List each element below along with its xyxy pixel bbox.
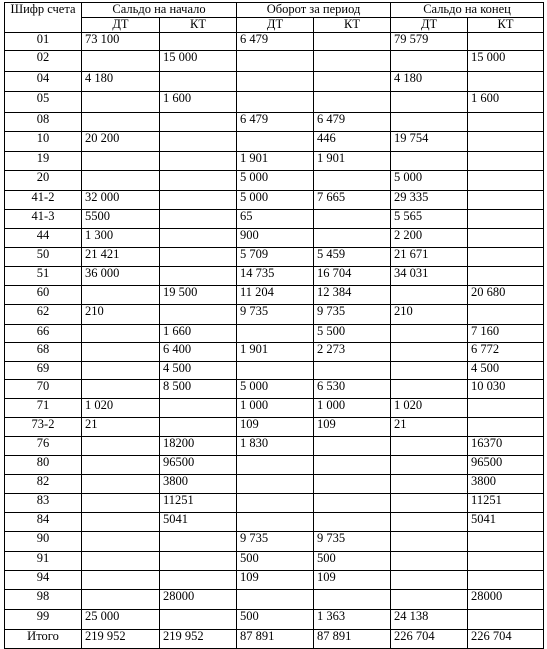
opening-debit-cell xyxy=(82,494,160,513)
closing-debit-cell xyxy=(391,590,468,610)
account-code-cell: 68 xyxy=(5,343,82,362)
opening-debit-cell xyxy=(82,475,160,494)
opening-debit-cell xyxy=(82,362,160,380)
turnover-debit-cell: 109 xyxy=(237,571,314,590)
opening-credit-cell xyxy=(160,399,237,418)
closing-debit-cell: 5 000 xyxy=(391,171,468,191)
account-code-cell: 20 xyxy=(5,171,82,191)
opening-debit-cell xyxy=(82,437,160,456)
trial-balance-body xyxy=(5,33,544,649)
turnover-debit-cell: 1 901 xyxy=(237,152,314,171)
account-code-cell: 84 xyxy=(5,513,82,532)
opening-credit-cell: 5041 xyxy=(160,513,237,532)
closing-credit-cell: 20 680 xyxy=(468,286,544,305)
opening-debit-cell: 1 020 xyxy=(82,399,160,418)
opening-debit-cell: 21 421 xyxy=(82,248,160,267)
opening-debit-cell xyxy=(82,152,160,171)
closing-credit-cell xyxy=(468,229,544,248)
table-row xyxy=(5,113,544,132)
closing-credit-cell xyxy=(468,610,544,630)
opening-credit-cell xyxy=(160,532,237,552)
turnover-credit-cell xyxy=(314,456,391,475)
turnover-credit-cell: 1 000 xyxy=(314,399,391,418)
closing-balance-header: Сальдо на конец xyxy=(391,3,544,18)
account-code-cell: 69 xyxy=(5,362,82,380)
opening-debit-cell xyxy=(82,552,160,571)
table-row xyxy=(5,552,544,571)
turnover-credit-cell: 9 735 xyxy=(314,305,391,325)
closing-credit-cell xyxy=(468,191,544,210)
table-row xyxy=(5,248,544,267)
account-code-cell: 05 xyxy=(5,92,82,113)
opening-debit-cell xyxy=(82,92,160,113)
table-row xyxy=(5,343,544,362)
opening-debit-cell xyxy=(82,113,160,132)
closing-credit-cell xyxy=(468,210,544,229)
closing-credit-cell: 11251 xyxy=(468,494,544,513)
account-code-cell: 80 xyxy=(5,456,82,475)
opening-credit-cell xyxy=(160,305,237,325)
closing-credit-cell xyxy=(468,152,544,171)
closing-credit-cell xyxy=(468,33,544,51)
closing-debit-cell xyxy=(391,286,468,305)
table-row xyxy=(5,380,544,399)
opening-credit-cell xyxy=(160,610,237,630)
table-row xyxy=(5,286,544,305)
closing-debit-cell xyxy=(391,92,468,113)
turnover-debit-cell: 9 735 xyxy=(237,532,314,552)
closing-credit-cell xyxy=(468,72,544,92)
account-code-cell: 99 xyxy=(5,610,82,630)
opening-debit-cell: 1 300 xyxy=(82,229,160,248)
turnover-debit-cell: 109 xyxy=(237,418,314,437)
turnover-credit-cell: 12 384 xyxy=(314,286,391,305)
table-row xyxy=(5,191,544,210)
turnover-debit-cell: 1 901 xyxy=(237,343,314,362)
turnover-debit-cell: 500 xyxy=(237,610,314,630)
turnover-debit-cell: 5 000 xyxy=(237,191,314,210)
closing-debit-cell xyxy=(391,380,468,399)
turnover-credit-cell: 109 xyxy=(314,571,391,590)
closing-debit-cell: 29 335 xyxy=(391,191,468,210)
account-code-cell: 71 xyxy=(5,399,82,418)
opening-credit-cell: 11251 xyxy=(160,494,237,513)
closing-credit-cell xyxy=(468,399,544,418)
table-row xyxy=(5,171,544,191)
turnover-credit-cell: 1 363 xyxy=(314,610,391,630)
account-code-header: Шифр счета xyxy=(5,3,82,33)
closing-credit-cell: 6 772 xyxy=(468,343,544,362)
turnover-debit-cell xyxy=(237,590,314,610)
table-row xyxy=(5,132,544,152)
opening-debit-cell: 210 xyxy=(82,305,160,325)
closing-credit-cell: 15 000 xyxy=(468,51,544,72)
closing-credit-cell xyxy=(468,552,544,571)
table-row xyxy=(5,72,544,92)
table-row xyxy=(5,92,544,113)
closing-credit-cell xyxy=(468,171,544,191)
account-code-cell: 19 xyxy=(5,152,82,171)
table-row xyxy=(5,532,544,552)
account-code-cell: 50 xyxy=(5,248,82,267)
turnover-debit-header: ДТ xyxy=(237,18,314,33)
opening-credit-cell: 1 660 xyxy=(160,325,237,343)
turnover-credit-cell xyxy=(314,475,391,494)
turnover-credit-cell xyxy=(314,229,391,248)
closing-debit-cell: 5 565 xyxy=(391,210,468,229)
turnover-credit-cell: 5 500 xyxy=(314,325,391,343)
account-code-cell: 73-2 xyxy=(5,418,82,437)
closing-credit-cell xyxy=(468,532,544,552)
opening-debit-cell xyxy=(82,325,160,343)
opening-debit-cell: 219 952 xyxy=(82,630,160,649)
turnover-debit-cell: 900 xyxy=(237,229,314,248)
opening-debit-cell: 25 000 xyxy=(82,610,160,630)
account-code-cell: 41-3 xyxy=(5,210,82,229)
turnover-credit-cell xyxy=(314,513,391,532)
closing-debit-cell xyxy=(391,532,468,552)
closing-credit-cell: 7 160 xyxy=(468,325,544,343)
opening-credit-header: КТ xyxy=(160,18,237,33)
opening-credit-cell: 28000 xyxy=(160,590,237,610)
opening-credit-cell xyxy=(160,72,237,92)
account-code-cell: 76 xyxy=(5,437,82,456)
turnover-credit-cell: 87 891 xyxy=(314,630,391,649)
opening-debit-cell xyxy=(82,380,160,399)
turnover-debit-cell xyxy=(237,132,314,152)
opening-credit-cell xyxy=(160,248,237,267)
closing-debit-cell: 19 754 xyxy=(391,132,468,152)
account-code-cell: 70 xyxy=(5,380,82,399)
turnover-debit-cell: 9 735 xyxy=(237,305,314,325)
turnover-credit-cell xyxy=(314,171,391,191)
opening-credit-cell: 6 400 xyxy=(160,343,237,362)
closing-debit-cell: 21 671 xyxy=(391,248,468,267)
table-row xyxy=(5,152,544,171)
turnover-debit-cell: 5 709 xyxy=(237,248,314,267)
opening-debit-cell: 73 100 xyxy=(82,33,160,51)
header-row-groups xyxy=(5,3,544,18)
opening-balance-header: Сальдо на начало xyxy=(82,3,237,18)
account-code-cell: 90 xyxy=(5,532,82,552)
closing-debit-cell xyxy=(391,152,468,171)
opening-credit-cell xyxy=(160,171,237,191)
opening-debit-cell xyxy=(82,456,160,475)
turnover-debit-cell xyxy=(237,51,314,72)
account-code-cell: 02 xyxy=(5,51,82,72)
account-code-cell: 83 xyxy=(5,494,82,513)
turnover-credit-cell: 6 479 xyxy=(314,113,391,132)
turnover-debit-cell xyxy=(237,362,314,380)
turnover-credit-cell: 1 901 xyxy=(314,152,391,171)
table-row xyxy=(5,437,544,456)
account-code-cell: 08 xyxy=(5,113,82,132)
opening-credit-cell xyxy=(160,191,237,210)
turnover-credit-cell: 6 530 xyxy=(314,380,391,399)
turnover-credit-cell xyxy=(314,362,391,380)
closing-debit-cell xyxy=(391,571,468,590)
turnover-debit-cell: 500 xyxy=(237,552,314,571)
account-code-cell: 62 xyxy=(5,305,82,325)
account-code-cell: 60 xyxy=(5,286,82,305)
opening-credit-cell: 15 000 xyxy=(160,51,237,72)
table-row xyxy=(5,305,544,325)
turnover-credit-cell xyxy=(314,92,391,113)
closing-debit-cell xyxy=(391,51,468,72)
closing-credit-header: КТ xyxy=(468,18,544,33)
table-row xyxy=(5,51,544,72)
closing-credit-cell: 1 600 xyxy=(468,92,544,113)
closing-debit-cell: 24 138 xyxy=(391,610,468,630)
turnover-credit-cell xyxy=(314,494,391,513)
closing-debit-header: ДТ xyxy=(391,18,468,33)
turnover-debit-cell: 1 830 xyxy=(237,437,314,456)
opening-credit-cell xyxy=(160,113,237,132)
opening-credit-cell xyxy=(160,571,237,590)
closing-debit-cell: 210 xyxy=(391,305,468,325)
account-code-cell: 04 xyxy=(5,72,82,92)
turnover-credit-cell: 7 665 xyxy=(314,191,391,210)
opening-debit-cell xyxy=(82,513,160,532)
total-row xyxy=(5,630,544,649)
closing-debit-cell xyxy=(391,513,468,532)
turnover-credit-cell xyxy=(314,590,391,610)
closing-debit-cell xyxy=(391,113,468,132)
account-code-cell: 01 xyxy=(5,33,82,51)
turnover-credit-cell: 2 273 xyxy=(314,343,391,362)
closing-credit-cell xyxy=(468,305,544,325)
closing-credit-cell: 4 500 xyxy=(468,362,544,380)
table-row xyxy=(5,362,544,380)
closing-debit-cell xyxy=(391,456,468,475)
turnover-debit-cell: 5 000 xyxy=(237,380,314,399)
closing-debit-cell: 34 031 xyxy=(391,267,468,286)
account-code-cell: Итого xyxy=(5,630,82,649)
closing-debit-cell: 21 xyxy=(391,418,468,437)
opening-credit-cell: 219 952 xyxy=(160,630,237,649)
closing-credit-cell: 28000 xyxy=(468,590,544,610)
closing-credit-cell: 16370 xyxy=(468,437,544,456)
closing-credit-cell xyxy=(468,248,544,267)
table-row xyxy=(5,571,544,590)
turnover-credit-cell xyxy=(314,51,391,72)
turnover-credit-cell xyxy=(314,437,391,456)
opening-debit-cell xyxy=(82,51,160,72)
opening-credit-cell: 3800 xyxy=(160,475,237,494)
opening-credit-cell: 8 500 xyxy=(160,380,237,399)
table-row xyxy=(5,494,544,513)
turnover-debit-cell xyxy=(237,72,314,92)
table-row xyxy=(5,456,544,475)
account-code-cell: 94 xyxy=(5,571,82,590)
turnover-debit-cell xyxy=(237,494,314,513)
table-row xyxy=(5,325,544,343)
turnover-debit-cell xyxy=(237,92,314,113)
turnover-debit-cell xyxy=(237,325,314,343)
opening-debit-cell xyxy=(82,590,160,610)
opening-debit-cell xyxy=(82,343,160,362)
closing-debit-cell xyxy=(391,552,468,571)
account-code-cell: 91 xyxy=(5,552,82,571)
opening-credit-cell xyxy=(160,33,237,51)
closing-credit-cell xyxy=(468,267,544,286)
turnover-debit-cell xyxy=(237,513,314,532)
turnover-debit-cell: 1 000 xyxy=(237,399,314,418)
closing-debit-cell xyxy=(391,494,468,513)
closing-debit-cell: 2 200 xyxy=(391,229,468,248)
opening-debit-cell: 4 180 xyxy=(82,72,160,92)
closing-credit-cell: 3800 xyxy=(468,475,544,494)
opening-debit-header: ДТ xyxy=(82,18,160,33)
turnover-debit-cell xyxy=(237,475,314,494)
closing-debit-cell xyxy=(391,437,468,456)
opening-credit-cell xyxy=(160,418,237,437)
table-row xyxy=(5,590,544,610)
closing-credit-cell: 10 030 xyxy=(468,380,544,399)
opening-credit-cell xyxy=(160,552,237,571)
table-row xyxy=(5,229,544,248)
table-row xyxy=(5,33,544,51)
opening-debit-cell xyxy=(82,571,160,590)
turnover-debit-cell: 5 000 xyxy=(237,171,314,191)
account-code-cell: 66 xyxy=(5,325,82,343)
turnover-debit-cell: 14 735 xyxy=(237,267,314,286)
turnover-credit-cell xyxy=(314,33,391,51)
table-row xyxy=(5,210,544,229)
account-code-cell: 82 xyxy=(5,475,82,494)
opening-credit-cell xyxy=(160,210,237,229)
opening-credit-cell xyxy=(160,132,237,152)
table-row xyxy=(5,418,544,437)
closing-debit-cell: 226 704 xyxy=(391,630,468,649)
opening-debit-cell xyxy=(82,532,160,552)
opening-credit-cell xyxy=(160,267,237,286)
opening-debit-cell: 32 000 xyxy=(82,191,160,210)
opening-debit-cell: 20 200 xyxy=(82,132,160,152)
opening-debit-cell xyxy=(82,171,160,191)
closing-credit-cell: 226 704 xyxy=(468,630,544,649)
account-code-cell: 51 xyxy=(5,267,82,286)
turnover-debit-cell: 6 479 xyxy=(237,113,314,132)
turnover-debit-cell xyxy=(237,456,314,475)
turnover-credit-cell xyxy=(314,210,391,229)
table-row xyxy=(5,475,544,494)
closing-credit-cell xyxy=(468,132,544,152)
closing-debit-cell: 1 020 xyxy=(391,399,468,418)
closing-debit-cell: 4 180 xyxy=(391,72,468,92)
table-row xyxy=(5,513,544,532)
opening-credit-cell: 1 600 xyxy=(160,92,237,113)
opening-credit-cell: 96500 xyxy=(160,456,237,475)
trial-balance-sheet xyxy=(4,2,543,649)
turnover-credit-cell xyxy=(314,72,391,92)
turnover-credit-header: КТ xyxy=(314,18,391,33)
turnover-debit-cell: 6 479 xyxy=(237,33,314,51)
closing-debit-cell xyxy=(391,343,468,362)
table-row xyxy=(5,267,544,286)
closing-credit-cell xyxy=(468,418,544,437)
period-turnover-header: Оборот за период xyxy=(237,3,391,18)
opening-credit-cell: 4 500 xyxy=(160,362,237,380)
opening-credit-cell: 19 500 xyxy=(160,286,237,305)
opening-debit-cell: 36 000 xyxy=(82,267,160,286)
opening-credit-cell xyxy=(160,152,237,171)
closing-debit-cell: 79 579 xyxy=(391,33,468,51)
closing-debit-cell xyxy=(391,475,468,494)
opening-debit-cell xyxy=(82,286,160,305)
turnover-credit-cell: 5 459 xyxy=(314,248,391,267)
turnover-credit-cell: 109 xyxy=(314,418,391,437)
header-row-dt-kt xyxy=(5,18,544,33)
turnover-debit-cell: 87 891 xyxy=(237,630,314,649)
account-code-cell: 41-2 xyxy=(5,191,82,210)
account-code-cell: 44 xyxy=(5,229,82,248)
turnover-credit-cell: 9 735 xyxy=(314,532,391,552)
turnover-credit-cell: 500 xyxy=(314,552,391,571)
closing-debit-cell xyxy=(391,325,468,343)
turnover-debit-cell: 11 204 xyxy=(237,286,314,305)
account-code-cell: 10 xyxy=(5,132,82,152)
opening-debit-cell: 5500 xyxy=(82,210,160,229)
closing-credit-cell: 96500 xyxy=(468,456,544,475)
turnover-credit-cell: 16 704 xyxy=(314,267,391,286)
turnover-credit-cell: 446 xyxy=(314,132,391,152)
table-row xyxy=(5,610,544,630)
account-code-cell: 98 xyxy=(5,590,82,610)
opening-credit-cell xyxy=(160,229,237,248)
turnover-debit-cell: 65 xyxy=(237,210,314,229)
opening-debit-cell: 21 xyxy=(82,418,160,437)
trial-balance-table xyxy=(4,2,544,649)
closing-debit-cell xyxy=(391,362,468,380)
closing-credit-cell xyxy=(468,113,544,132)
closing-credit-cell xyxy=(468,571,544,590)
opening-credit-cell: 18200 xyxy=(160,437,237,456)
closing-credit-cell: 5041 xyxy=(468,513,544,532)
table-row xyxy=(5,399,544,418)
